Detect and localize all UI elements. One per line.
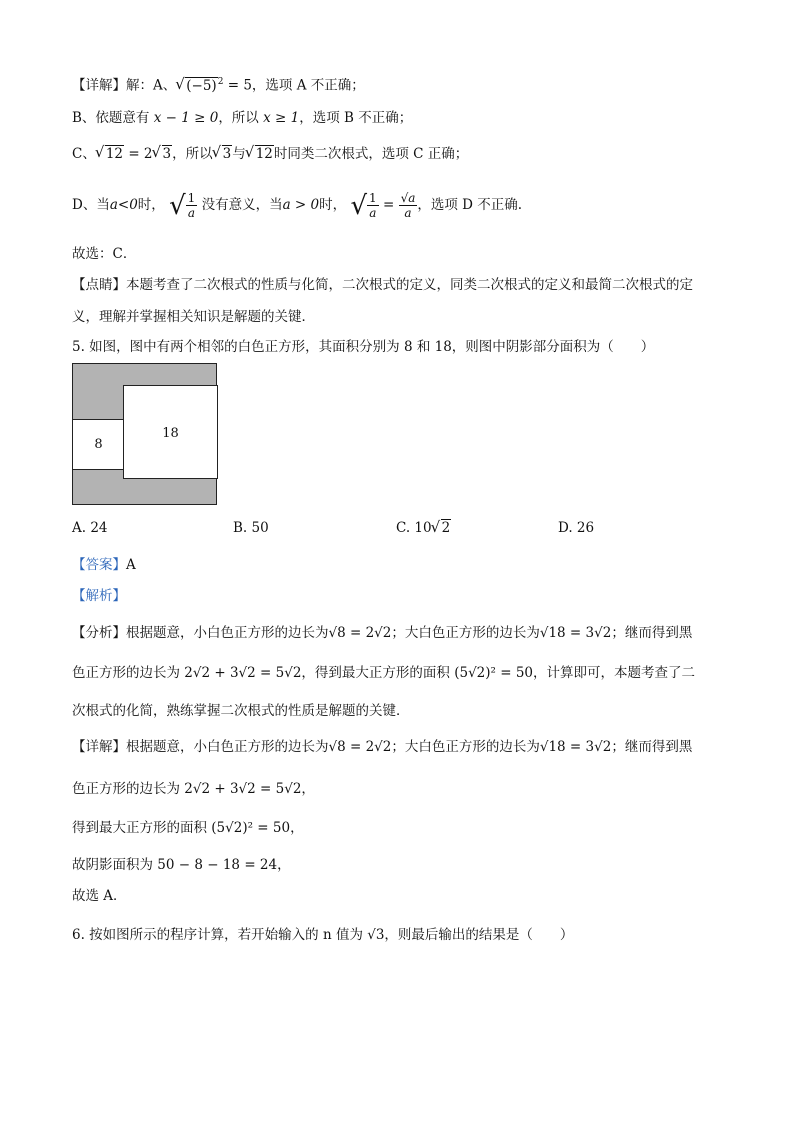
detail2-line-4: 故阴影面积为 50 − 8 − 18 = 24，	[72, 857, 291, 873]
shaded-figure	[72, 363, 217, 505]
detail-tag: 【详解】	[72, 77, 126, 94]
detail2-line-1: 【详解】根据题意，小白色正方形的边长为√8 = 2√2；大白色正方形的边长为√18 = 3√2；继而得到黑	[72, 739, 693, 755]
question-6: 6. 按如图所示的程序计算，若开始输入的 n 值为 √3，则最后输出的结果是（ ）	[72, 927, 574, 943]
comment-line-1: 【点睛】本题考查了二次根式的性质与化简，二次根式的定义，同类二次根式的定义和最简二次根式的定	[72, 277, 693, 293]
answer-line: 【答案】A	[72, 557, 136, 573]
detail-line-b: B、依题意有 x − 1 ≥ 0，所以 x ≥ 1，选项 B 不正确；	[72, 110, 413, 126]
text: 解：A、	[126, 77, 177, 94]
option-d: D. 26	[558, 520, 595, 536]
big-square: 18	[123, 385, 218, 479]
small-square: 8	[72, 419, 125, 470]
detail-line-a: 【详解】解：A、√ $(-5)^2 = 5$，选项 A 不正确；	[72, 72, 365, 96]
analysis-heading: 【解析】	[72, 588, 126, 604]
comment-line-2: 义，理解并掌握相关知识是解题的关键．	[72, 309, 315, 325]
detail2-line-5: 故选 A．	[72, 888, 127, 904]
detail-line-c: C、√ 12 = 2√ 3，所以√ 3与√ 12时同类二次根式，选项 C 正确；	[72, 144, 468, 164]
question-5: 5. 如图，图中有两个相邻的白色正方形，其面积分别为 8 和 18，则图中阴影部分面积为（ ）	[72, 339, 655, 355]
analysis-line-2: 色正方形的边长为 2√2 + 3√2 = 5√2，得到最大正方形的面积 (5√2)² = 50，计算即可，本题考查了二	[72, 665, 696, 681]
option-a: A. 24	[72, 520, 108, 536]
detail2-line-2: 色正方形的边长为 2√2 + 3√2 = 5√2，	[72, 781, 315, 797]
fraction: $\frac{1}{a}$	[187, 191, 196, 220]
sqrt-expression: √ (−5)	[176, 76, 217, 96]
option-b: B. 50	[233, 520, 269, 536]
detail2-line-3: 得到最大正方形的面积 (5√2)² = 50，	[72, 820, 304, 836]
detail-line-d: D、当a<0时， √ $\frac{1}{a}$ 没有意义，当a > 0时， √ $\frac{1}{a}$ = $\frac{√a}{a}$ ，选项 D 不正确.	[72, 190, 523, 221]
analysis-line-3: 次根式的化简，熟练掌握二次根式的性质是解题的关键．	[72, 703, 410, 719]
analysis-line-1: 【分析】根据题意，小白色正方形的边长为√8 = 2√2；大白色正方形的边长为√18 = 3√2；继而得到黑	[72, 625, 693, 641]
option-c: C. 10√ 2	[396, 520, 451, 536]
choice-line: 故选：C．	[72, 246, 137, 262]
